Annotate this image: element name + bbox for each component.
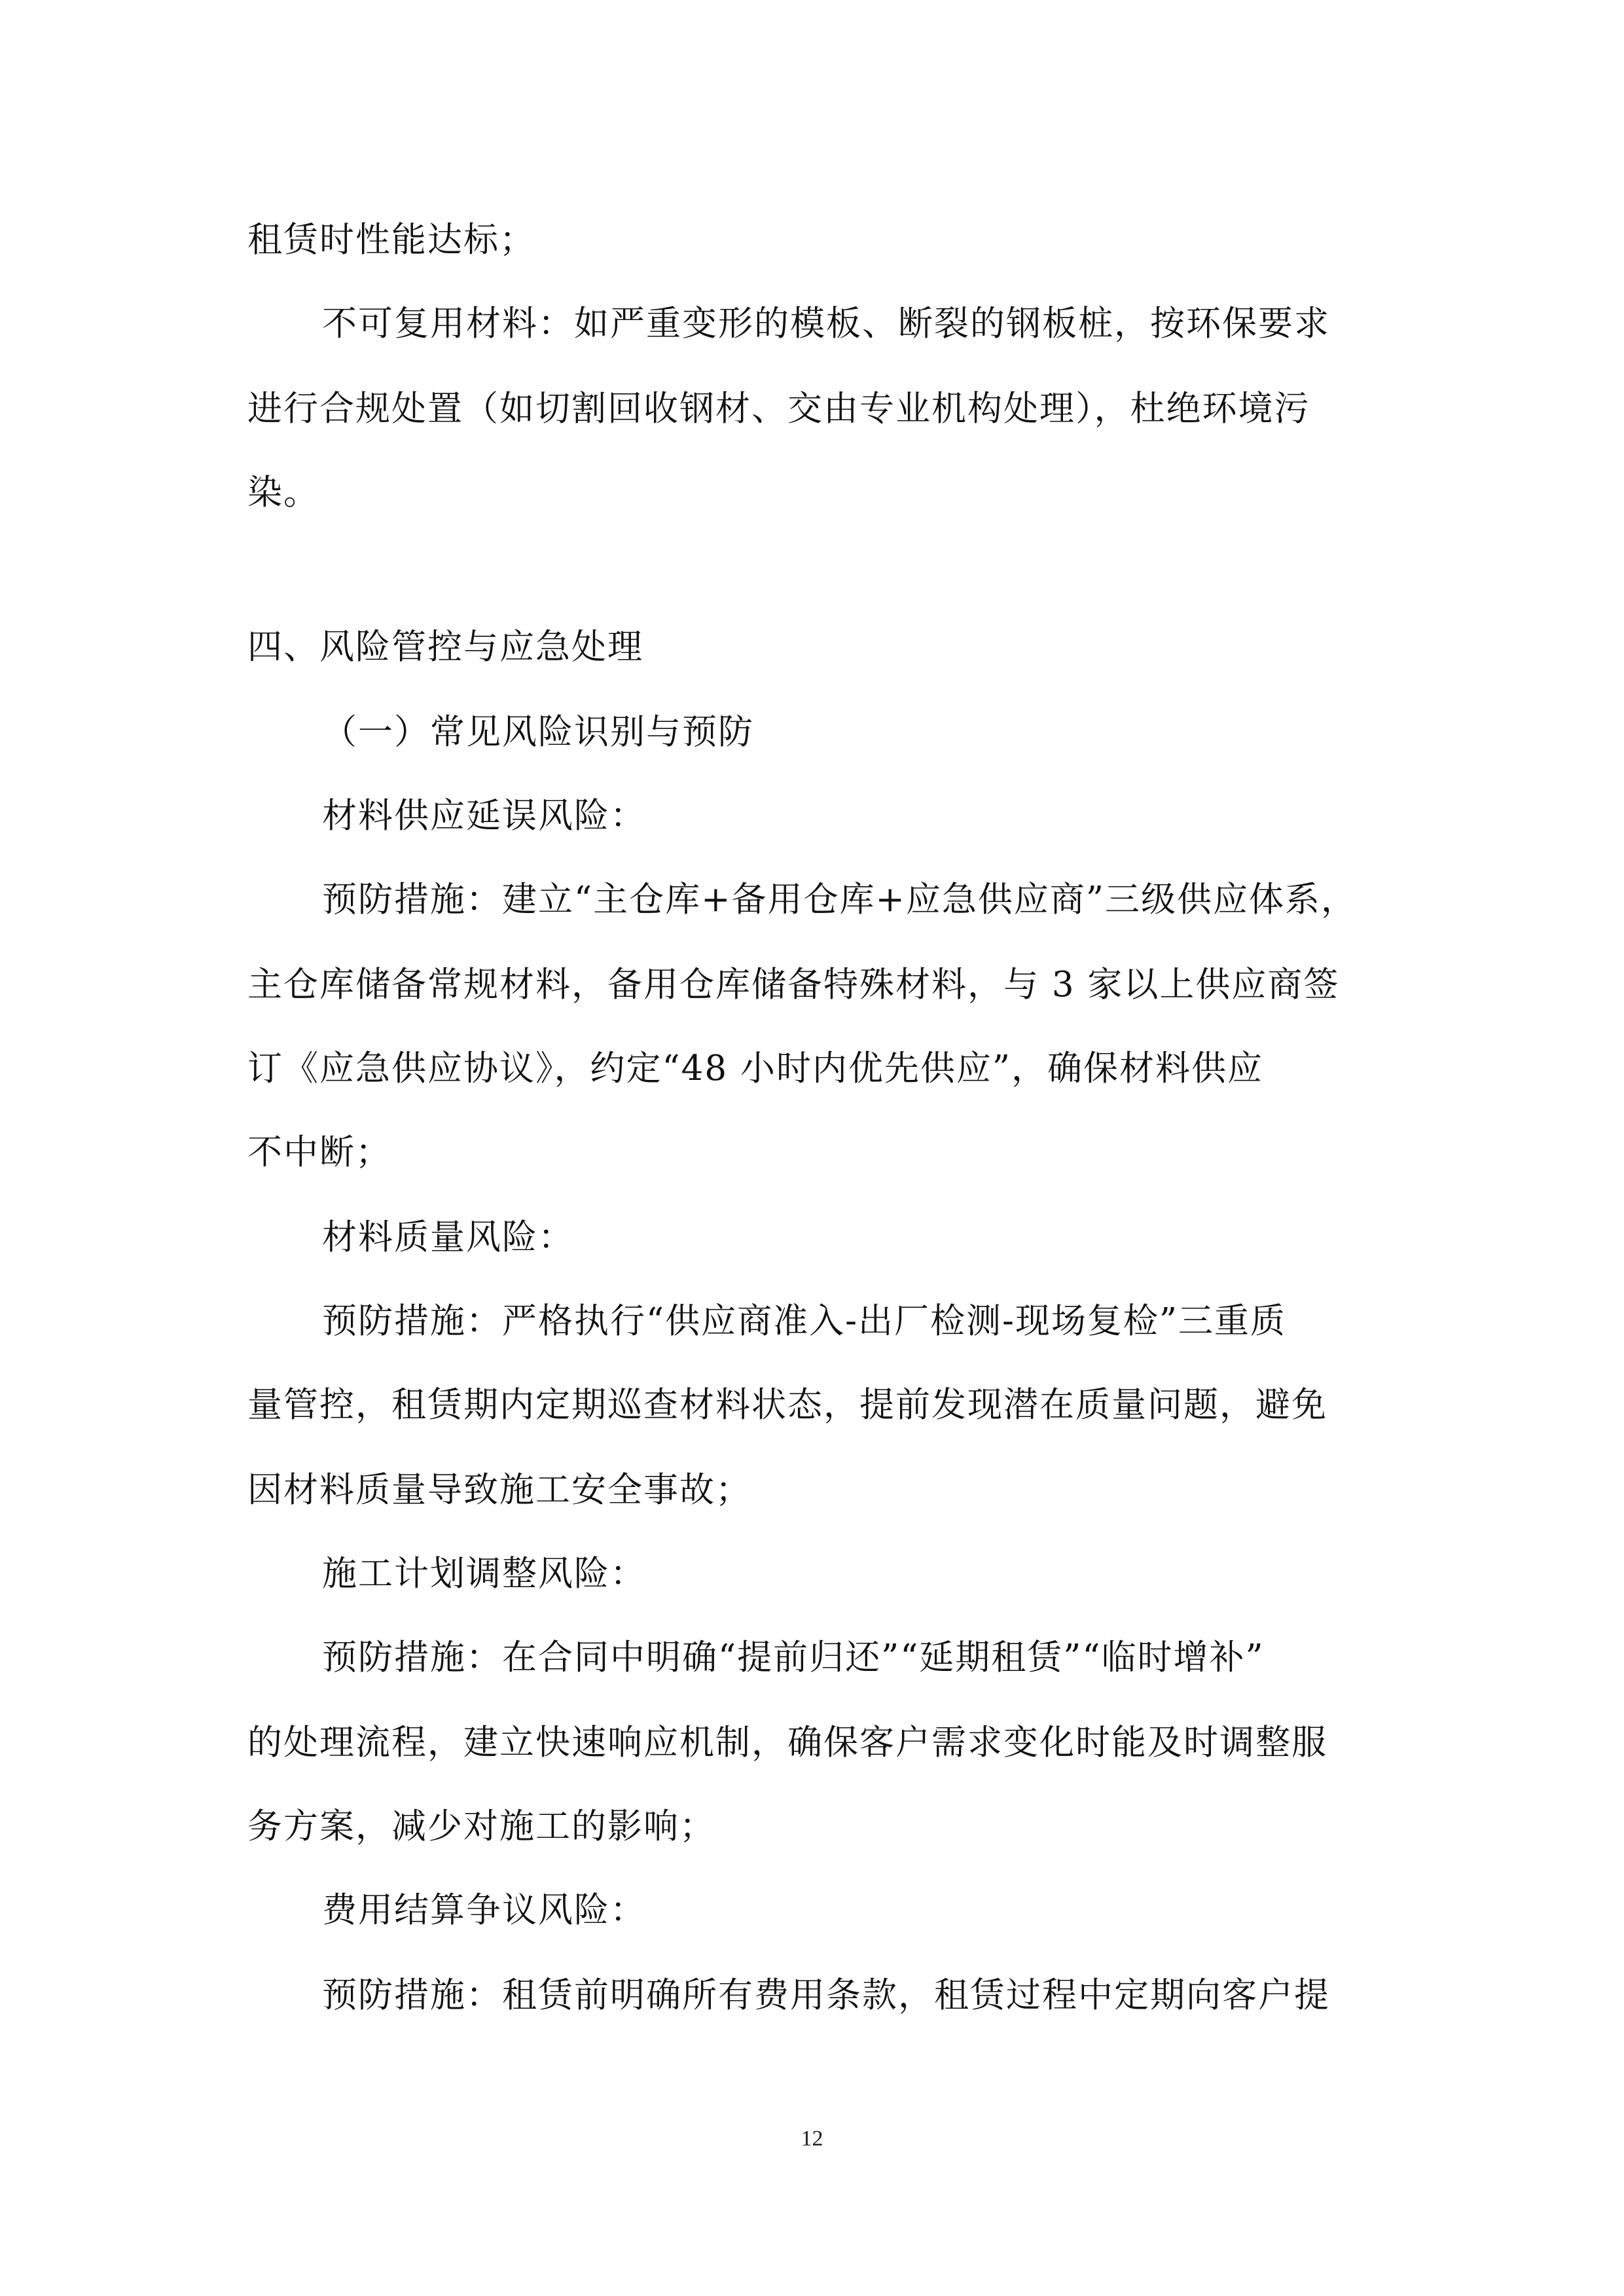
text-line-18: 的处理流程，建立快速响应机制，确保客户需求变化时能及时调整服 (247, 1723, 1327, 1763)
page-number: 12 (801, 2126, 823, 2151)
text-line-17: 预防措施：在合同中明确“提前归还”“延期租赁”“临时增补” (322, 1638, 1265, 1677)
text-line-1: 租赁时性能达标； (247, 220, 535, 260)
risk-title-settlement: 费用结算争议风险： (322, 1890, 646, 1930)
text-line-15: 因材料质量导致施工安全事故； (247, 1470, 751, 1510)
risk-title-schedule: 施工计划调整风险： (322, 1554, 646, 1594)
text-line-9: 主仓库储备常规材料，备用仓库储备特殊材料，与 3 家以上供应商签 (247, 965, 1340, 1005)
text-line-10: 订《应急供应协议》，约定“48 小时内优先供应”，确保材料供应 (247, 1049, 1263, 1088)
text-line-13: 预防措施：严格执行“供应商准入-出厂检测-现场复检”三重质 (322, 1301, 1287, 1341)
text-line-11: 不中断； (247, 1132, 391, 1172)
text-line-21: 预防措施：租赁前明确所有费用条款，租赁过程中定期向客户提 (322, 1975, 1330, 2015)
text-line-4: 染。 (247, 473, 319, 512)
text-line-8: 预防措施：建立“主仓库+备用仓库+应急供应商”三级供应体系， (322, 880, 1358, 920)
risk-title-quality: 材料质量风险： (322, 1217, 574, 1257)
subsection-heading: （一）常见风险识别与预防 (322, 712, 754, 752)
text-line-3: 进行合规处置（如切割回收钢材、交由专业机构处理），杜绝环境污 (247, 389, 1310, 429)
text-line-2: 不可复用材料：如严重变形的模板、断裂的钢板桩，按环保要求 (322, 304, 1330, 344)
text-line-14: 量管控，租赁期内定期巡查材料状态，提前发现潜在质量问题，避免 (247, 1385, 1327, 1425)
text-line-19: 务方案，减少对施工的影响； (247, 1806, 715, 1846)
risk-title-supply: 材料供应延误风险： (322, 796, 646, 836)
section-heading: 四、风险管控与应急处理 (247, 627, 643, 667)
